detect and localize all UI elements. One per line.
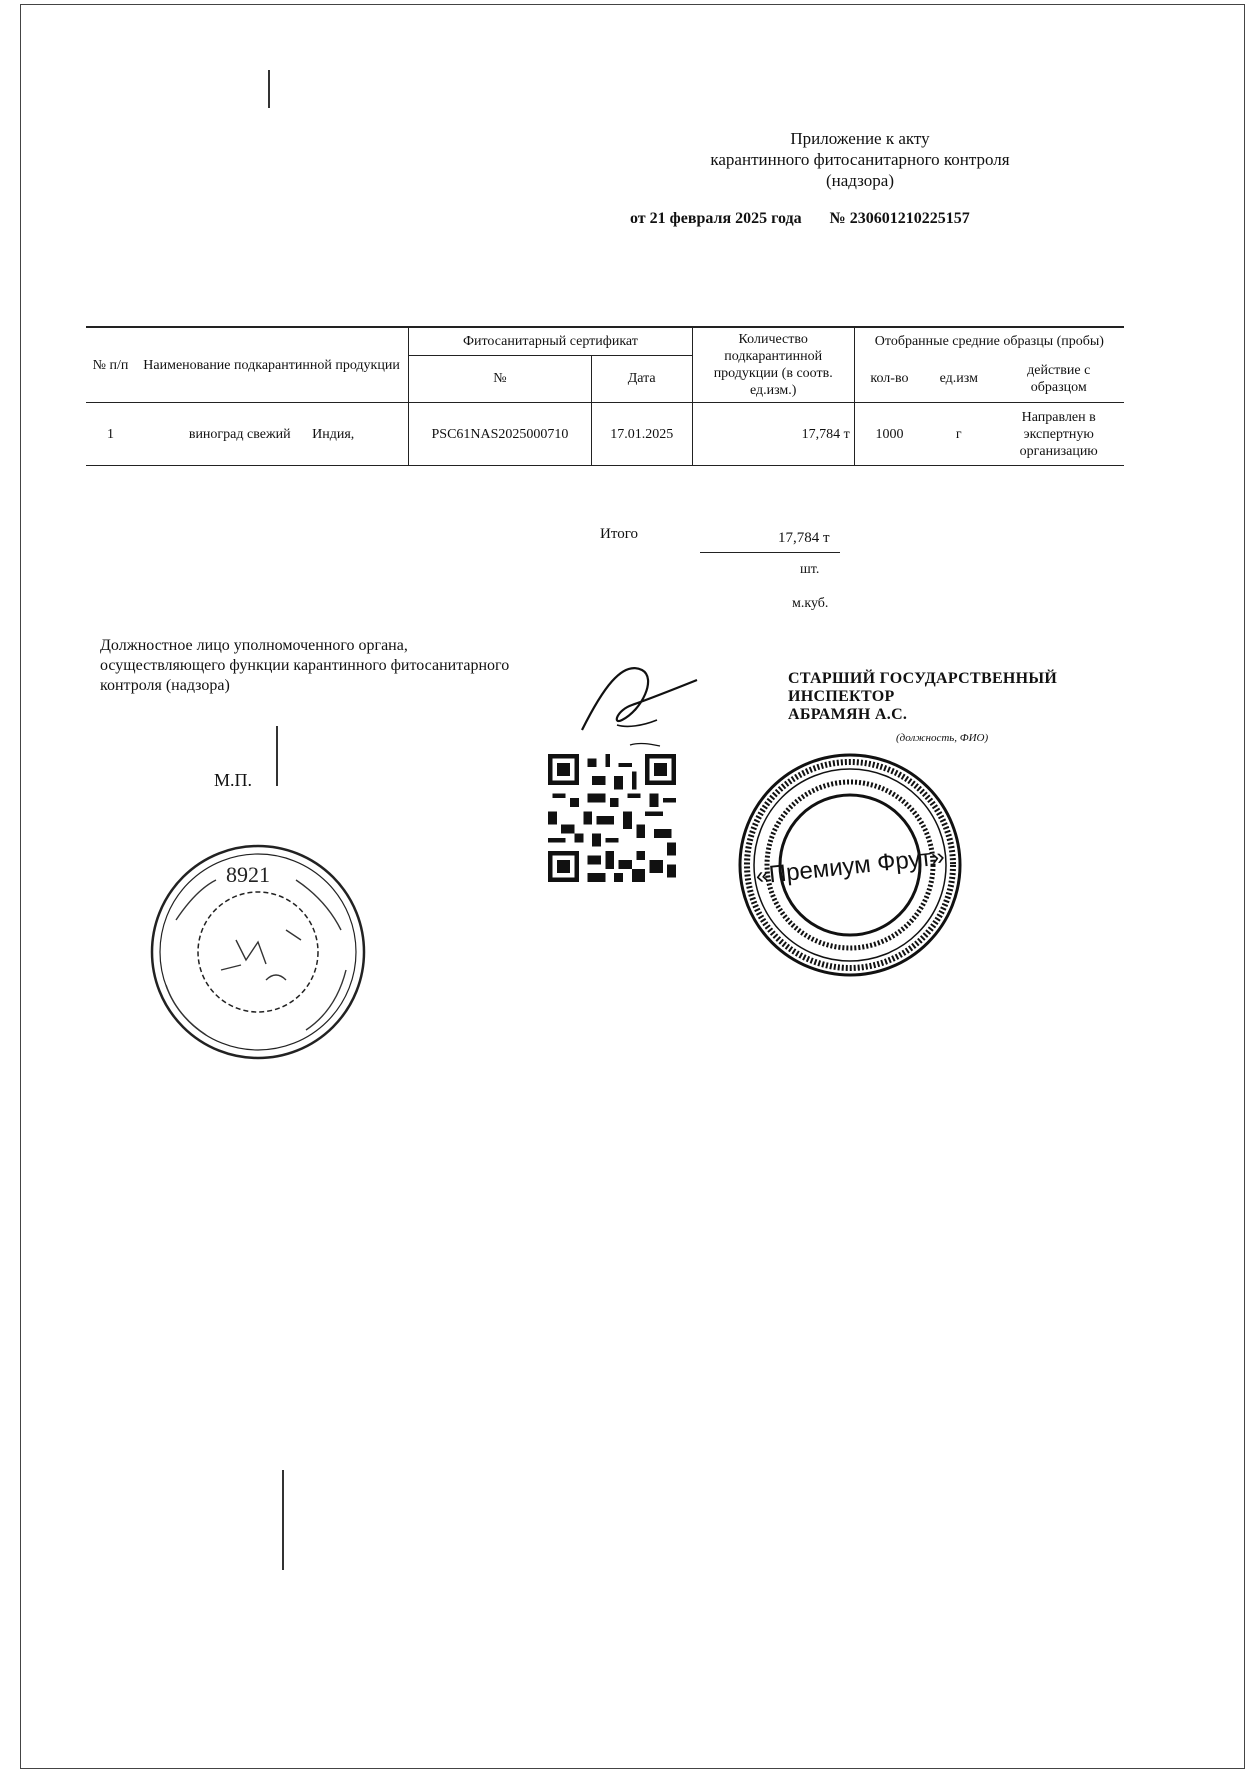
appendix-header [560, 128, 1160, 191]
row-quantity: 17,784 т [692, 403, 854, 466]
official-description: Должностное лицо уполномоченного органа, осуществляющего функции карантинного фитосанитарного контроля (надзора) [100, 637, 510, 694]
col-samples-unit: ед.изм [939, 371, 978, 387]
col-name: Наименование подкарантинной продукции [135, 327, 409, 403]
products-table [86, 326, 1124, 466]
inspector-position-2: ИНСПЕКТОР [788, 688, 895, 705]
col-samples-action: действие с образцом [1027, 362, 1091, 395]
act-date-number [630, 210, 1130, 228]
total-value: 17,784 т [778, 530, 830, 546]
col-cert-date: Дата [591, 355, 692, 402]
header-line-2: карантинного фитосанитарного контроля [710, 150, 1010, 169]
act-number: № 230601210225157 [829, 210, 970, 227]
svg-text:«Премиум Фрут»: «Премиум Фрут» [754, 843, 946, 890]
row-cert-no: PSC61NAS2025000710 [409, 403, 592, 466]
act-date: от 21 февраля 2025 года [630, 210, 802, 227]
total-divider [700, 552, 840, 553]
row-cert-date: 17.01.2025 [591, 403, 692, 466]
inspector-block [788, 670, 1118, 724]
col-cert-no: № [409, 355, 592, 402]
col-certificate: Фитосанитарный сертификат [409, 327, 692, 355]
inspector-caption: (должность, ФИО) [896, 732, 989, 744]
company-seal [735, 750, 965, 980]
col-num: № п/п [86, 327, 135, 403]
total-label: Итого [600, 526, 638, 542]
row-samples-qty: 1000 [854, 403, 924, 466]
table-row [86, 403, 1124, 466]
scan-mark [268, 70, 270, 108]
official-seal [146, 840, 370, 1064]
row-product: виноград свежий [188, 426, 291, 442]
header-line-1: Приложение к акту [790, 129, 930, 148]
row-num: 1 [86, 403, 135, 466]
inspector-position-1: СТАРШИЙ ГОСУДАРСТВЕННЫЙ [788, 670, 1058, 687]
row-name [135, 403, 409, 466]
seal-place-label: М.П. [214, 770, 253, 790]
unit-m3: м.куб. [792, 596, 829, 611]
svg-text:8921: 8921 [226, 862, 270, 887]
unit-pcs: шт. [800, 562, 820, 577]
row-samples-action: Направлен в экспертную организацию [993, 403, 1124, 466]
col-samples: Отобранные средние образцы (пробы) [854, 327, 1124, 355]
row-samples-unit: г [924, 403, 993, 466]
col-samples-qty: кол-во [854, 355, 924, 402]
inspector-name: АБРАМЯН А.С. [788, 706, 908, 723]
scan-mark [282, 1470, 284, 1570]
header-line-3: (надзора) [826, 171, 894, 190]
scan-mark [276, 726, 278, 786]
col-quantity: Количество подкарантинной продукции (в соотв. ед.изм.) [692, 327, 854, 403]
signature [572, 650, 702, 750]
row-origin: Индия, [312, 426, 355, 442]
qr-code [548, 754, 676, 882]
